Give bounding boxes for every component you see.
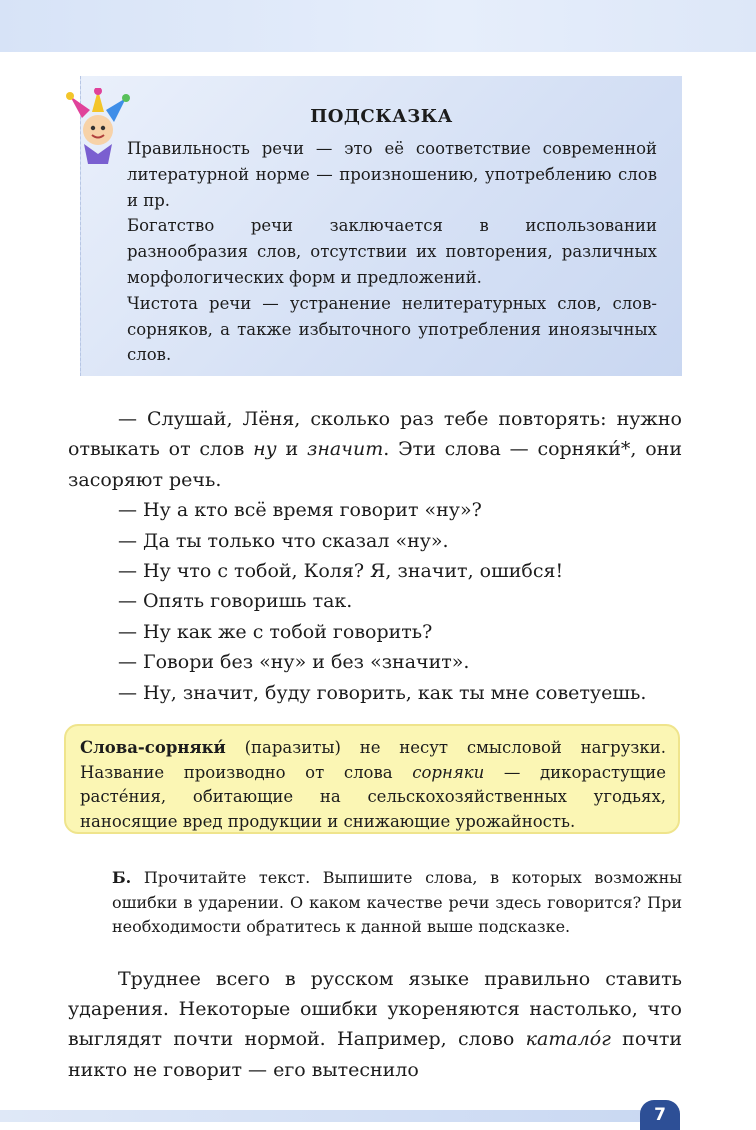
page-number: 7 [640,1100,680,1130]
dialogue-line: — Да ты только что сказал «ну». [118,529,449,552]
dialogue-line: — Ну как же с тобой говорить? [118,620,433,643]
dialogue-italic-word: ну [253,438,277,461]
dialogue-text: — Слушай, Лёня, сколько раз тебе повторять: нужно отвыкать от слов [68,408,682,461]
hint-title: ПОДСКАЗКА [310,106,453,127]
dialogue-line: — Говори без «ну» и без «значит». [118,651,470,674]
definition-note-text [80,736,666,834]
footer-band [0,1110,660,1122]
hint-paragraph: Чистота речи — устранение нелитературных слов, слов-сорняков, а также избыточного употребления иноязычных слов. [127,293,657,365]
exercise-task [112,866,682,940]
definition-term: Слова-сорняки́ [80,738,226,757]
dialogue-text: и [276,438,307,461]
dialogue-line [68,404,682,495]
reading-text-part: почти никто не говорит — его вытеснило [68,1028,682,1081]
hint-box [80,76,682,376]
dialogue-italic-word: значит [306,438,384,461]
header-band [0,0,756,52]
dialogue-line: — Опять говоришь так. [118,590,353,613]
reading-text-part: Труднее всего в русском языке правильно ставить ударения. Некоторые ошибки укореняются настолько, что выглядят почти нормой. Например, слово [68,968,682,1051]
task-label: Б. [112,868,132,887]
definition-note-box [64,724,680,834]
definition-italic-word: сорняки [412,762,485,782]
definition-text: (паразиты) не несут смысловой нагрузки. Название производно от слова [80,738,666,782]
hint-body [127,136,657,368]
jester-mascot-icon [62,88,132,168]
dialogue-line: — Ну что с тобой, Коля? Я, значит, ошибся! [118,560,564,583]
definition-text: — дикорастущие расте́ния, обитающие на сельскохозяйственных угодьях, наносящие вред продукции и снижающие урожайность. [80,762,666,831]
task-text: Прочитайте текст. Выпишите слова, в которых возможны ошибки в ударении. О каком качестве речи здесь говорится? При необходимости обратитесь к данной выше подсказке. [112,868,682,936]
dialogue [68,404,682,708]
hint-paragraph: Богатство речи заключается в использовании разнообразия слов, отсутствии их повторения, различных морфологических форм и предложений. [127,216,657,287]
dialogue-line: — Ну а кто всё время говорит «ну»? [118,499,482,522]
dialogue-text: . Эти слова — сорняки́*, они засоряют речь. [68,438,682,491]
reading-italic-word: катало́г [525,1028,611,1051]
hint-paragraph: Правильность речи — это её соответствие современной литературной норме — произношению, употреблению слов и пр. [127,139,657,210]
reading-text [68,964,682,1085]
dialogue-line: — Ну, значит, буду говорить, как ты мне советуешь. [118,681,647,704]
reading-paragraph [68,964,682,1085]
